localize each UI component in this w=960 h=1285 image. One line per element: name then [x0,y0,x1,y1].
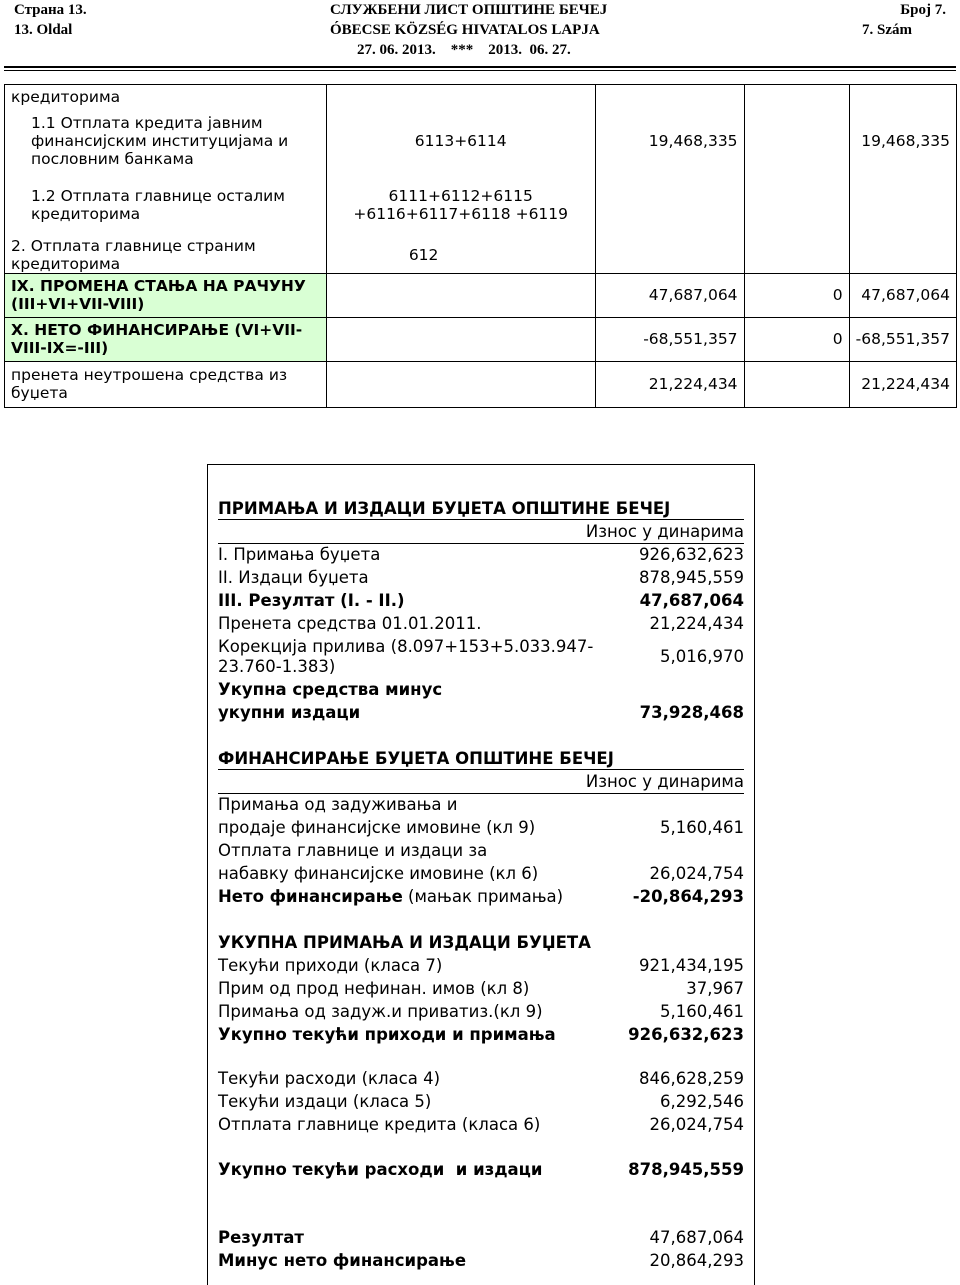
header-rule-thin [4,70,956,71]
row-code: 6111+6112+6115 +6116+6117+6118 +6119 [326,173,595,237]
table-row [5,317,957,361]
row-value-3: -68,551,357 [849,317,956,361]
row-label: 1.1 Отплата кредита јавним финансијским институцијама и пословним банкама [5,109,327,173]
table-row [5,109,957,173]
table-row [5,361,957,407]
row-label: 2. Отплата главнице страним кредиторима [5,237,327,274]
row-code [326,85,595,109]
gazette-date: 27. 06. 2013. *** 2013. 06. 27. [357,42,571,58]
row-label: 1.2 Отплата главнице осталим кредиторима [5,173,327,237]
row-value-1: -68,551,357 [595,317,744,361]
page-number-hu: 13. Oldal [14,22,73,38]
row-label: пренета неутрошена средства из буџета [5,361,327,407]
table-row [5,237,957,274]
row-value-1: 47,687,064 [595,273,744,317]
row-value-1: 21,224,434 [595,361,744,407]
gazette-title-sr: СЛУЖБЕНИ ЛИСТ ОПШТИНЕ БЕЧЕЈ [330,2,608,18]
page-header [0,0,960,70]
row-code: 6113+6114 [326,109,595,173]
row-value-2: 0 [744,273,849,317]
financing-table [4,84,957,408]
gazette-title-hu: ÓBECSE KÖZSÉG HIVATALOS LAPJA [330,22,600,38]
row-value-2: 0 [744,317,849,361]
row-value-3: 47,687,064 [849,273,956,317]
table-row [5,85,957,109]
issue-number-sr: Број 7. [900,2,946,18]
header-rule [4,66,956,68]
table-row [5,173,957,237]
row-code: 612 [326,237,595,274]
row-value-3: 19,468,335 [849,109,956,173]
row-label: X. НЕТО ФИНАНСИРАЊЕ (VI+VII-VIII-IX=-III) [5,317,327,361]
row-label: кредиторима [5,85,327,109]
page-number-sr: Страна 13. [14,2,87,18]
issue-number-hu: 7. Szám [862,22,912,38]
table-row [5,273,957,317]
row-value-3: 21,224,434 [849,361,956,407]
row-label: IX. ПРОМЕНА СТАЊА НА РАЧУНУ (III+VI+VII-VIII) [5,273,327,317]
row-value-1: 19,468,335 [595,109,744,173]
budget-summary-box: ПРИМАЊА И ИЗДАЦИ БУЏЕТА ОПШТИНЕ БЕЧЕЈ Износ у динарима I. Примања буџета 926,632,623 II. Издаци буџета 878,945,559 III. Резултат (I. - II.) 47,687,064 Пренета средства 01.01.2011. 21,224,434 Корекција прилива (8.097+153+5.033.947- 23.760-1.383) 5,016,970 Укупна средства минус укупни издаци 73,928,468 ФИНАНСИРАЊЕ БУЏЕТА ОПШТИНЕ БЕЧЕЈ Износ у динарима Примања од задуживања и продаје финансијске имовине (кл 9) 5,160,461 Отплата главнице и издаци за набавку финансијске имовине (кл 6) 26,024,754 Нето финансирање (мањак примања) -20,864,293 УКУПНА ПРИМАЊА И ИЗДАЦИ БУЏЕТА Текући приходи (класа 7) 921,434,195 Прим од прод нефинан. имов (кл 8) 37,967 Примања од задуж.и приватиз.(кл 9) 5,160,461 Укупно текући приходи и примања 926,632,623 Текући расходи (класа 4) 846,628,259 Текући издаци (класа 5) 6,292,546 Отплата главнице кредита (класа 6) 26,024,754 Укупно текући расходи и издаци 878,945,559 Резултат 47,687,064 Минус нето финансирање 20,864,293 [207,464,755,1285]
